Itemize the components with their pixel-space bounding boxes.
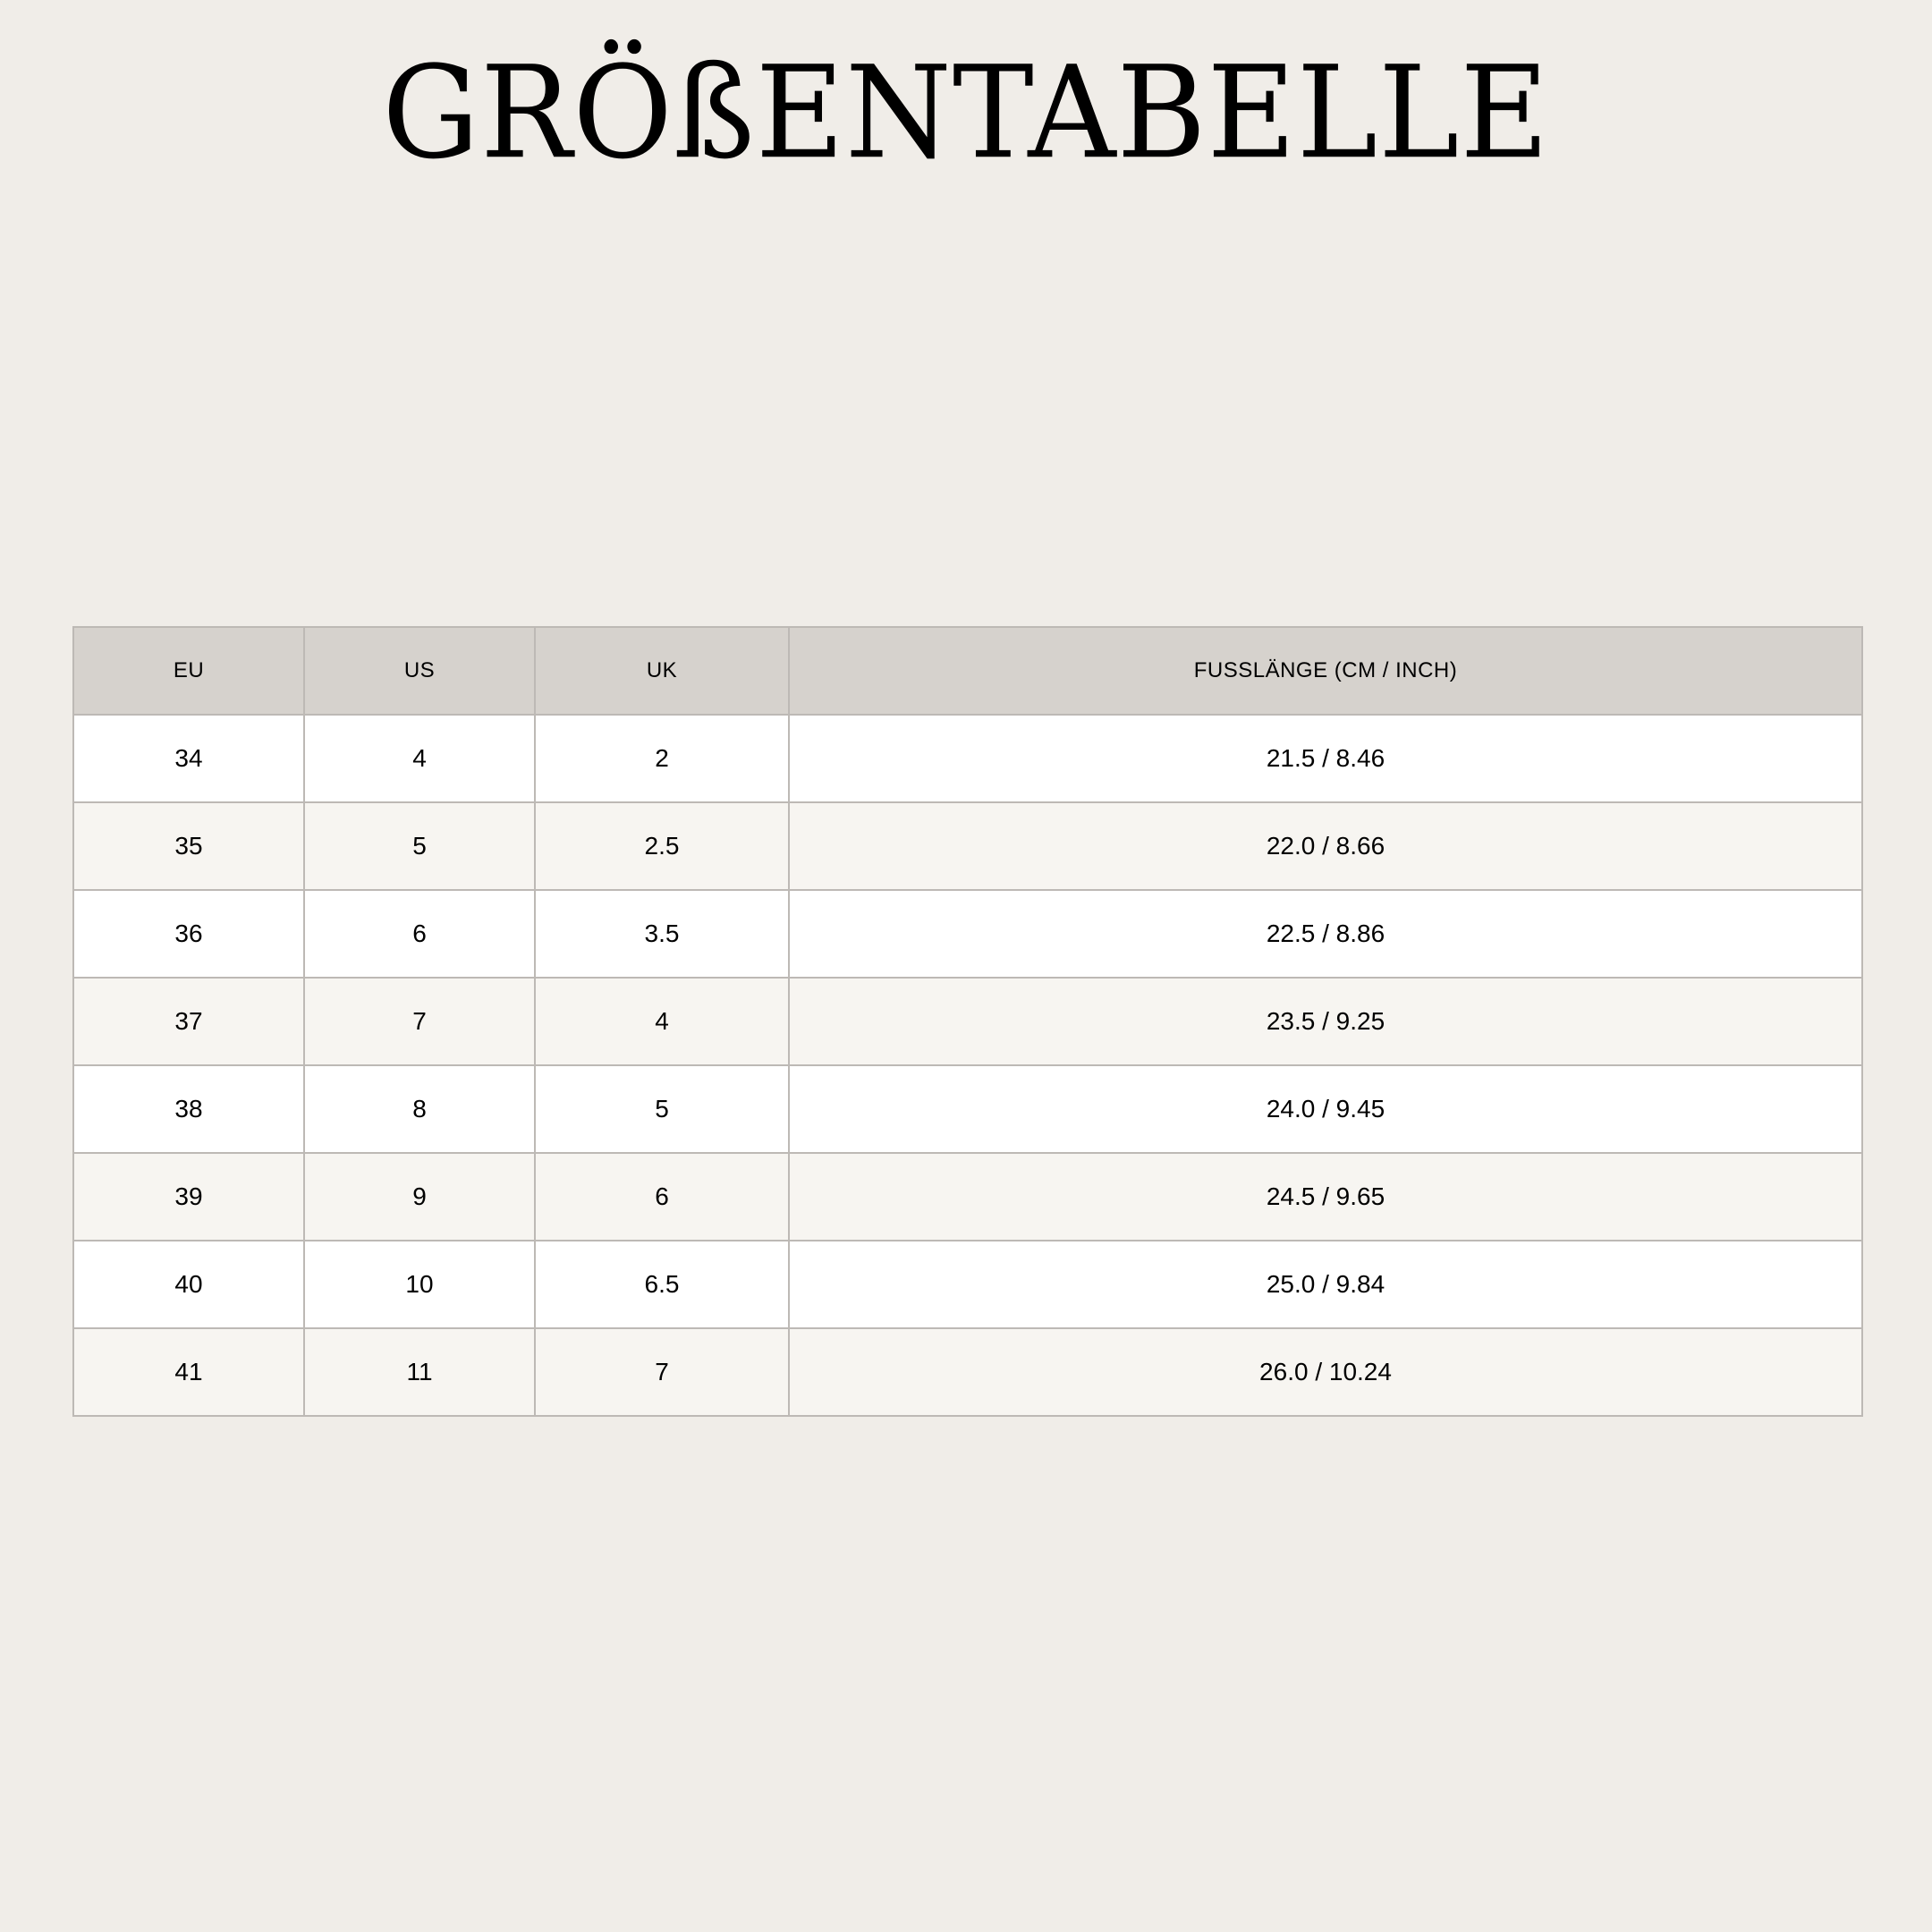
cell-us: 5 — [304, 802, 535, 890]
cell-us: 6 — [304, 890, 535, 978]
cell-uk: 3.5 — [535, 890, 789, 978]
table-row — [73, 890, 1862, 978]
cell-uk: 6.5 — [535, 1241, 789, 1328]
cell-eu: 34 — [73, 715, 304, 802]
page-title: GRÖßENTABELLE — [382, 39, 1550, 188]
table-row — [73, 978, 1862, 1065]
cell-uk: 7 — [535, 1328, 789, 1416]
cell-uk: 4 — [535, 978, 789, 1065]
cell-foot-length: 25.0 / 9.84 — [789, 1241, 1862, 1328]
cell-us: 11 — [304, 1328, 535, 1416]
cell-eu: 38 — [73, 1065, 304, 1153]
cell-foot-length: 22.5 / 8.86 — [789, 890, 1862, 978]
header-uk: UK — [535, 627, 789, 715]
table-row — [73, 1065, 1862, 1153]
cell-foot-length: 26.0 / 10.24 — [789, 1328, 1862, 1416]
header-us: US — [304, 627, 535, 715]
header-row — [73, 627, 1862, 715]
cell-us: 10 — [304, 1241, 535, 1328]
cell-uk: 2.5 — [535, 802, 789, 890]
header-foot-length: FUSSLÄNGE (CM / INCH) — [789, 627, 1862, 715]
cell-eu: 37 — [73, 978, 304, 1065]
cell-eu: 39 — [73, 1153, 304, 1241]
table-row — [73, 1153, 1862, 1241]
cell-eu: 40 — [73, 1241, 304, 1328]
cell-eu: 36 — [73, 890, 304, 978]
cell-us: 9 — [304, 1153, 535, 1241]
cell-foot-length: 22.0 / 8.66 — [789, 802, 1862, 890]
cell-eu: 35 — [73, 802, 304, 890]
table-body — [73, 715, 1862, 1416]
size-table — [72, 626, 1863, 1417]
cell-foot-length: 23.5 / 9.25 — [789, 978, 1862, 1065]
cell-eu: 41 — [73, 1328, 304, 1416]
table-row — [73, 715, 1862, 802]
header-eu: EU — [73, 627, 304, 715]
table-row — [73, 1328, 1862, 1416]
cell-foot-length: 24.5 / 9.65 — [789, 1153, 1862, 1241]
cell-us: 4 — [304, 715, 535, 802]
cell-foot-length: 24.0 / 9.45 — [789, 1065, 1862, 1153]
table-row — [73, 802, 1862, 890]
table-header — [73, 627, 1862, 715]
cell-uk: 5 — [535, 1065, 789, 1153]
table-row — [73, 1241, 1862, 1328]
cell-us: 7 — [304, 978, 535, 1065]
cell-us: 8 — [304, 1065, 535, 1153]
cell-uk: 2 — [535, 715, 789, 802]
cell-foot-length: 21.5 / 8.46 — [789, 715, 1862, 802]
cell-uk: 6 — [535, 1153, 789, 1241]
